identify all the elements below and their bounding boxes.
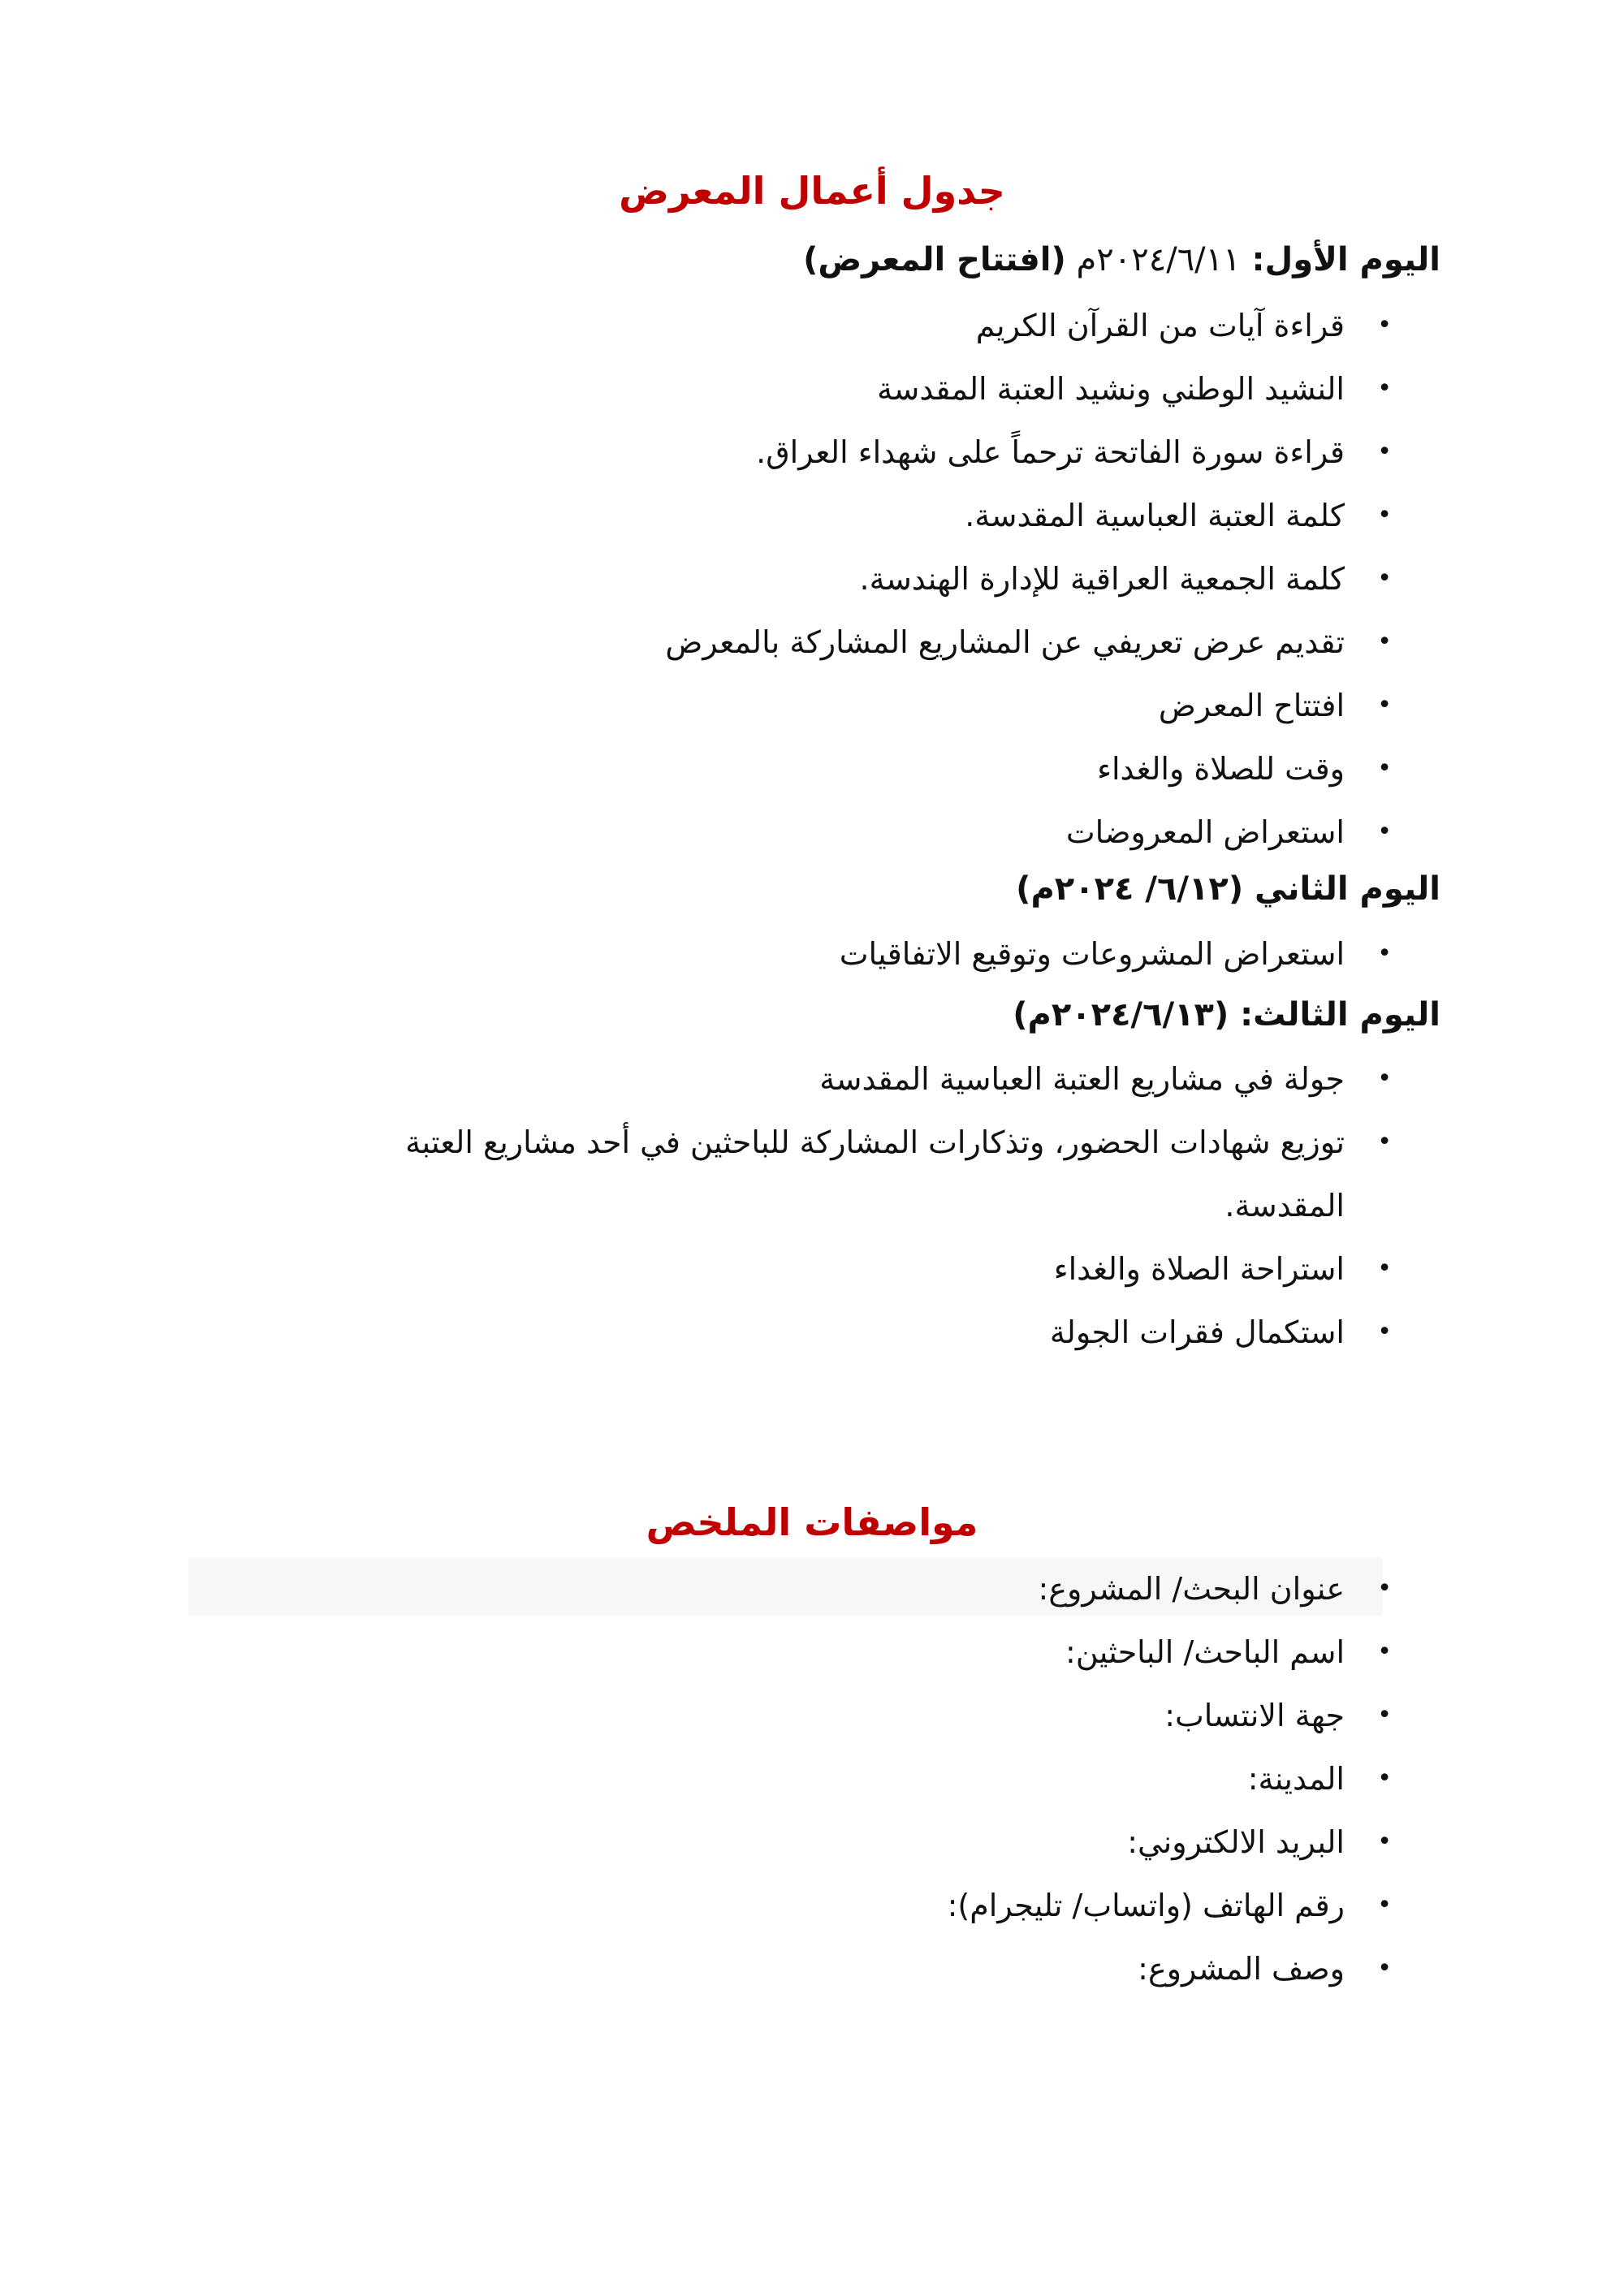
- bullet-icon: •: [1377, 1638, 1392, 1666]
- bullet-icon: •: [1377, 564, 1392, 593]
- day2-date: (٦/١٢/ ٢٠٢٤م): [1016, 870, 1244, 908]
- list-item: • توزيع شهادات الحضور، وتذكارات المشاركة للباحثين في أحد مشاريع العتبة المقدسة.: [281, 1111, 1624, 1237]
- bullet-icon: •: [1377, 1128, 1392, 1156]
- day2-list: [840, 922, 1624, 986]
- bullet-icon: •: [1377, 1954, 1392, 1983]
- bullet-icon: •: [1377, 1828, 1392, 1856]
- day1-list: [665, 294, 1624, 864]
- bullet-icon: •: [1377, 1701, 1392, 1729]
- bullet-icon: •: [1377, 691, 1392, 719]
- day2-heading: [1016, 867, 1440, 911]
- day1-note: (افتتاح المعرض): [803, 241, 1066, 278]
- list-item: • كلمة الجمعية العراقية للإدارة الهندسة.: [665, 547, 1624, 611]
- list-item: • البريد الالكتروني:: [948, 1810, 1624, 1874]
- day3-heading: [1013, 993, 1440, 1037]
- bullet-icon: •: [1377, 1318, 1392, 1346]
- schedule-title: جدول أعمال المعرض: [619, 169, 1005, 213]
- bullet-icon: •: [1377, 438, 1392, 466]
- day3-label: اليوم الثالث:: [1229, 996, 1440, 1034]
- day3-list: [281, 1047, 1624, 1364]
- abstract-list: [948, 1557, 1624, 2000]
- bullet-icon: •: [1377, 754, 1392, 783]
- day1-date: ٢٠٢٤/٦/١١م: [1065, 241, 1241, 278]
- list-item: • وصف المشروع:: [948, 1937, 1624, 2000]
- list-item: • استراحة الصلاة والغداء: [281, 1237, 1624, 1301]
- list-item: • عنوان البحث/ المشروع:: [948, 1557, 1624, 1621]
- list-item: • جولة في مشاريع العتبة العباسية المقدسة: [281, 1047, 1624, 1111]
- list-item: • المدينة:: [948, 1747, 1624, 1810]
- bullet-icon: •: [1377, 628, 1392, 656]
- list-item: • استعراض المعروضات: [665, 801, 1624, 864]
- bullet-icon: •: [1377, 1064, 1392, 1093]
- day1-heading: [803, 238, 1440, 282]
- bullet-icon: •: [1377, 939, 1392, 968]
- abstract-title: مواصفات الملخص: [646, 1500, 978, 1544]
- bullet-icon: •: [1377, 818, 1392, 846]
- list-item: • قراءة سورة الفاتحة ترحماً على شهداء العراق.: [665, 421, 1624, 484]
- day3-date: (٢٠٢٤/٦/١٣م): [1013, 996, 1229, 1034]
- bullet-icon: •: [1377, 1891, 1392, 1919]
- list-item: • استعراض المشروعات وتوقيع الاتفاقيات: [840, 922, 1624, 986]
- list-item: • رقم الهاتف (واتساب/ تليجرام):: [948, 1874, 1624, 1937]
- list-item: • كلمة العتبة العباسية المقدسة.: [665, 484, 1624, 547]
- day2-label: اليوم الثاني: [1243, 870, 1440, 908]
- list-item: • النشيد الوطني ونشيد العتبة المقدسة: [665, 357, 1624, 421]
- list-item: • اسم الباحث/ الباحثين:: [948, 1621, 1624, 1684]
- bullet-icon: •: [1377, 1764, 1392, 1793]
- list-item: • جهة الانتساب:: [948, 1684, 1624, 1747]
- bullet-icon: •: [1377, 311, 1392, 339]
- list-item: • استكمال فقرات الجولة: [281, 1301, 1624, 1364]
- bullet-icon: •: [1377, 1574, 1392, 1603]
- day1-label: اليوم الأول:: [1240, 241, 1440, 278]
- bullet-icon: •: [1377, 374, 1392, 403]
- list-item: • وقت للصلاة والغداء: [665, 737, 1624, 801]
- bullet-icon: •: [1377, 501, 1392, 529]
- bullet-icon: •: [1377, 1254, 1392, 1283]
- list-item: • قراءة آيات من القرآن الكريم: [665, 294, 1624, 357]
- list-item: • تقديم عرض تعريفي عن المشاريع المشاركة بالمعرض: [665, 611, 1624, 674]
- list-item: • افتتاح المعرض: [665, 674, 1624, 737]
